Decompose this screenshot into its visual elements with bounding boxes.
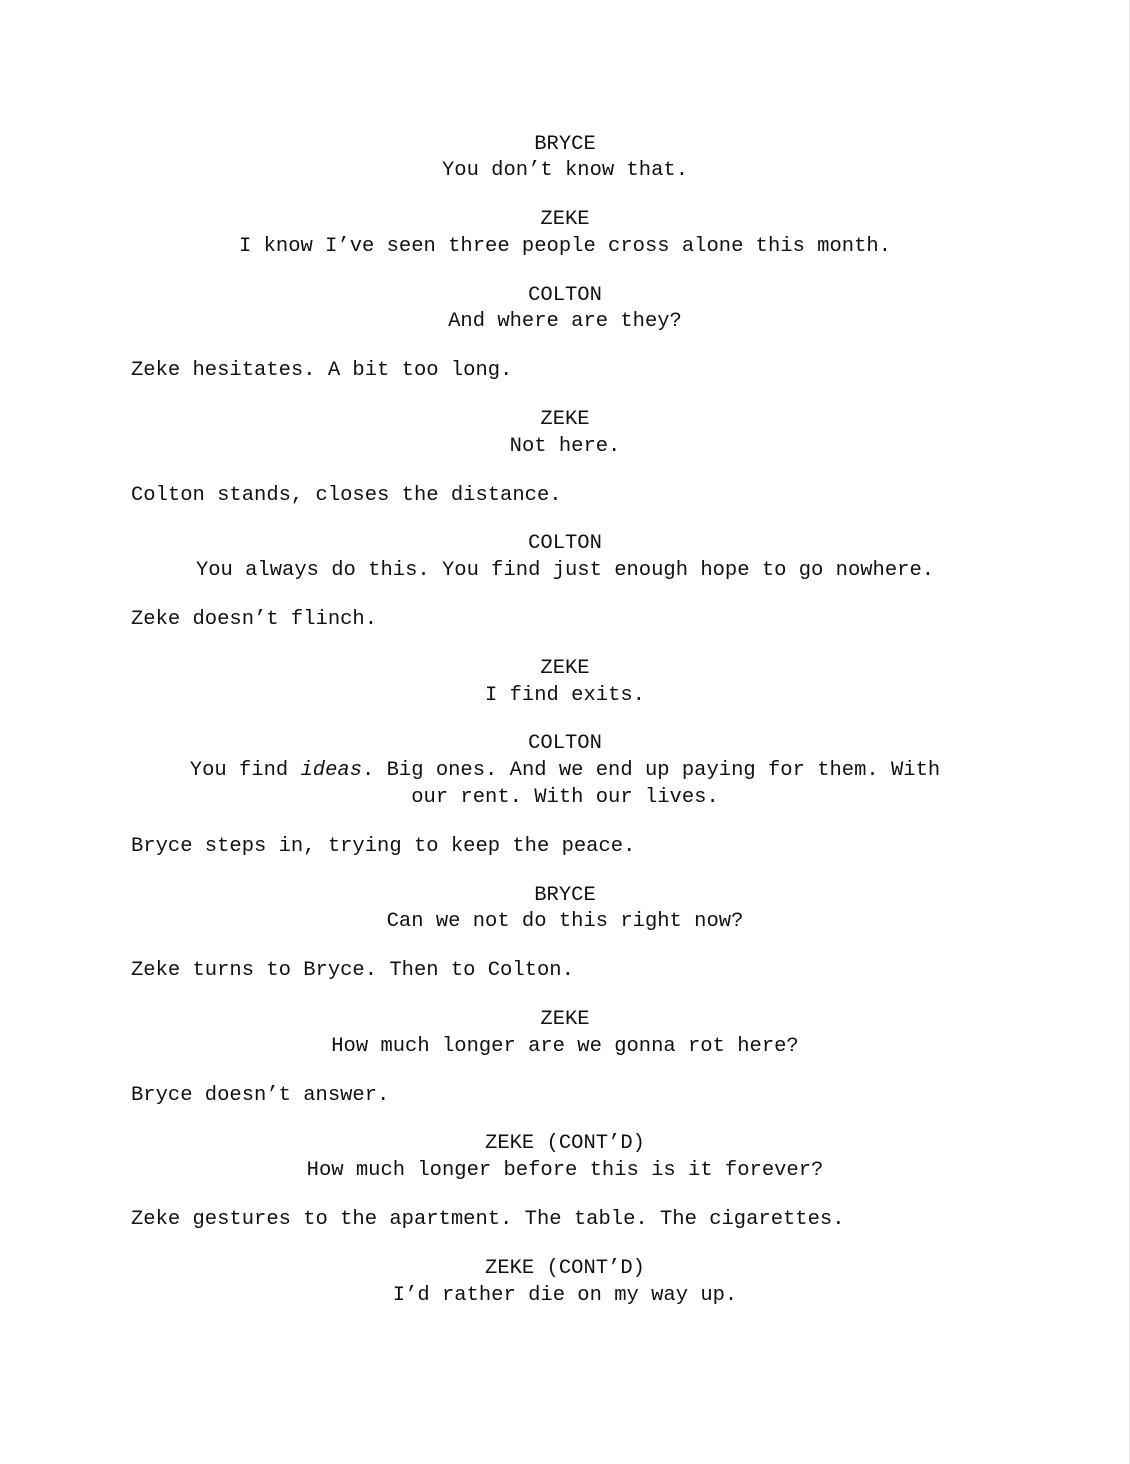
action-line: Zeke doesn’t flinch. bbox=[131, 608, 378, 631]
dialogue-line: our rent. With our lives. bbox=[411, 786, 719, 809]
character-name: ZEKE bbox=[540, 1008, 590, 1031]
dialogue-line: Not here. bbox=[509, 435, 621, 458]
character-name: COLTON bbox=[528, 532, 602, 555]
dialogue-text: You find bbox=[189, 759, 301, 782]
action-line: Zeke turns to Bryce. Then to Colton. bbox=[131, 959, 574, 982]
dialogue-line bbox=[0, 757, 1130, 784]
character-name: ZEKE bbox=[540, 408, 590, 431]
dialogue-line: And where are they? bbox=[448, 310, 682, 333]
dialogue-line: I’d rather die on my way up. bbox=[392, 1284, 738, 1307]
character-name: ZEKE bbox=[540, 657, 590, 680]
dialogue-emphasis: ideas bbox=[300, 759, 363, 782]
character-name: COLTON bbox=[528, 732, 602, 755]
action-line: Zeke gestures to the apartment. The table. The cigarettes. bbox=[131, 1208, 845, 1231]
dialogue-line: I know I’ve seen three people cross alone this month. bbox=[238, 235, 891, 258]
action-line: Bryce doesn’t answer. bbox=[131, 1084, 390, 1107]
character-name: BRYCE bbox=[534, 133, 596, 156]
action-line: Zeke hesitates. A bit too long. bbox=[131, 359, 513, 382]
action-line: Colton stands, closes the distance. bbox=[131, 484, 562, 507]
action-line: Bryce steps in, trying to keep the peace. bbox=[131, 835, 636, 858]
dialogue-line: I find exits. bbox=[485, 684, 645, 707]
character-name: ZEKE (CONT’D) bbox=[485, 1257, 645, 1280]
dialogue-line: How much longer before this is it forever? bbox=[306, 1159, 824, 1182]
character-name: BRYCE bbox=[534, 884, 596, 907]
dialogue-line: You don’t know that. bbox=[441, 159, 689, 182]
dialogue-line: How much longer are we gonna rot here? bbox=[331, 1035, 799, 1058]
dialogue-text: . Big ones. And we end up paying for them. With bbox=[362, 759, 941, 782]
dialogue-line: You always do this. You find just enough hope to go nowhere. bbox=[195, 559, 935, 582]
dialogue-line: Can we not do this right now? bbox=[386, 910, 744, 933]
character-name: COLTON bbox=[528, 284, 602, 307]
character-name: ZEKE bbox=[540, 208, 590, 231]
character-name: ZEKE (CONT’D) bbox=[485, 1132, 645, 1155]
